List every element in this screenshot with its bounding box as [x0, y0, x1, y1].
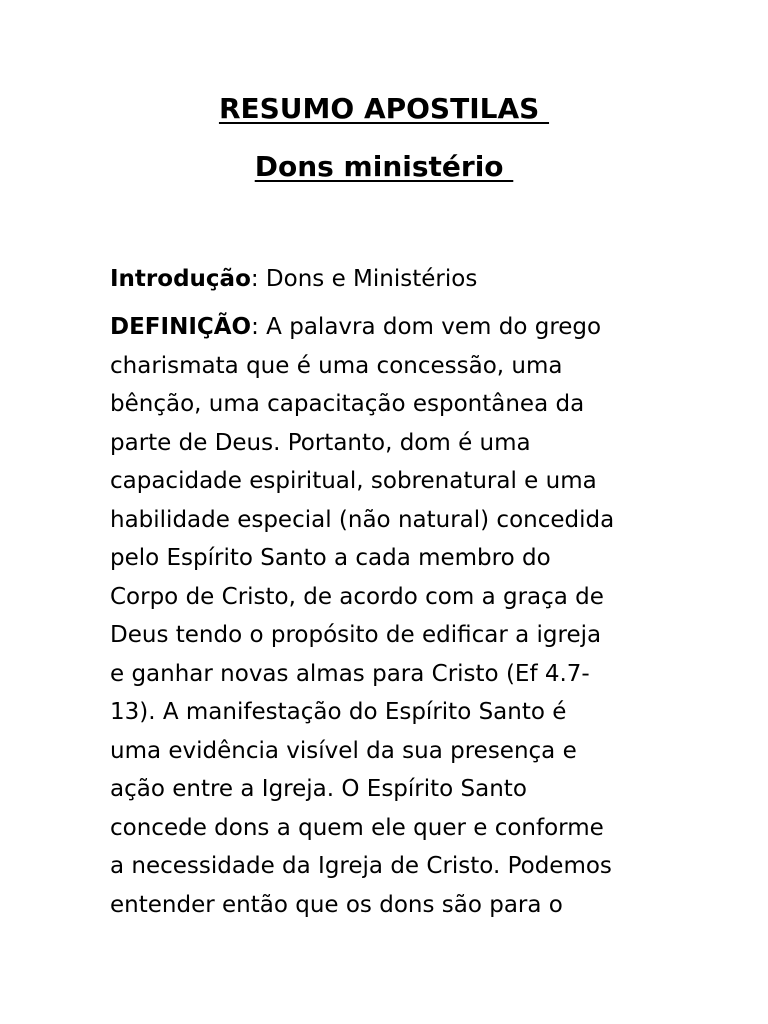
intro-text: : Dons e Ministérios — [250, 266, 478, 292]
definition-line-text: : A palavra dom vem do grego — [251, 314, 602, 340]
definition-line: pelo Espírito Santo a cada membro do — [110, 545, 551, 571]
definition-line: Corpo de Cristo, de acordo com a graça de — [110, 583, 604, 610]
document-title: RESUMO APOSTILAS — [218, 92, 550, 125]
definition-line: habilidade especial (não natural) concedida — [110, 506, 615, 533]
definition-line: entender então que os dons são para o — [110, 891, 563, 918]
definition-label: DEFINIÇÃO — [110, 314, 252, 340]
document-subtitle: Dons ministério — [254, 150, 514, 183]
definition-line: 13). A manifestação do Espírito Santo é — [110, 699, 567, 725]
definition-line — [110, 308, 670, 347]
definition-line: e ganhar novas almas para Cristo (Ef 4.7- — [110, 660, 590, 687]
definition-line: charismata que é uma concessão, uma — [110, 352, 563, 379]
definition-line: bênção, uma capacitação espontânea da — [110, 391, 585, 417]
definition-paragraph — [110, 308, 670, 924]
definition-line: parte de Deus. Portanto, dom é uma — [110, 429, 531, 456]
definition-line: uma evidência visível da sua presença e — [110, 737, 577, 764]
definition-line: a necessidade da Igreja de Cristo. Podemos — [110, 853, 612, 879]
intro-paragraph — [110, 260, 670, 299]
definition-line: ação entre a Igreja. O Espírito Santo — [110, 776, 527, 802]
intro-label: Introdução — [110, 266, 251, 292]
definition-line: capacidade espiritual, sobrenatural e uma — [110, 468, 597, 494]
definition-line: Deus tendo o propósito de edificar a igreja — [110, 622, 602, 648]
definition-line: concede dons a quem ele quer e conforme — [110, 814, 604, 841]
